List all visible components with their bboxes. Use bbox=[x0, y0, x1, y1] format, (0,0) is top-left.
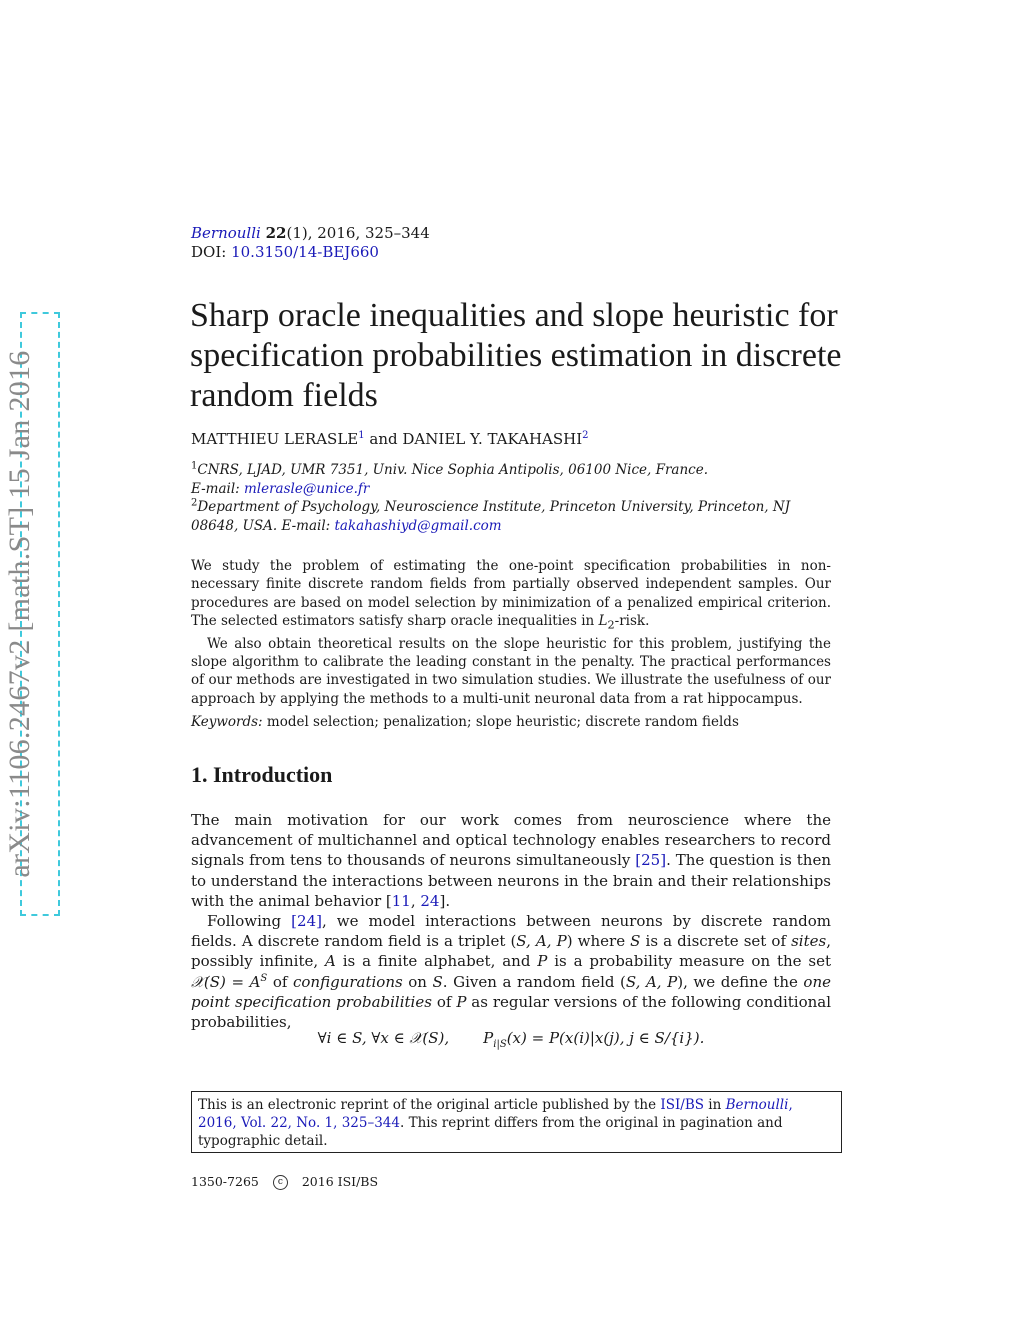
abstract bbox=[191, 557, 831, 708]
affiliation-2 bbox=[191, 498, 841, 535]
journal-citation bbox=[191, 224, 430, 243]
copyright-text: 2016 ISI/BS bbox=[301, 1174, 379, 1189]
intro-p2-m: as regular versions of the following conditional probabilities, bbox=[191, 992, 831, 1032]
abstract-math-sub: 2 bbox=[607, 618, 615, 632]
isi-bs-link[interactable]: ISI/BS bbox=[660, 1097, 704, 1113]
reprint-text-d: . This reprint differs from the original in pagination and typographic detail. bbox=[198, 1115, 783, 1149]
affiliation-1 bbox=[191, 461, 841, 498]
citation-25[interactable]: [25] bbox=[635, 851, 667, 870]
section-heading: 1. Introduction bbox=[191, 762, 333, 787]
math-p2: P bbox=[456, 992, 467, 1011]
citation-24[interactable]: 24 bbox=[420, 891, 440, 910]
paper-title: Sharp oracle inequalities and slope heuristic for specification probabilities estimation in discrete random fields bbox=[190, 297, 842, 414]
term-one-point-spec: one point specification probabilities bbox=[191, 972, 831, 1011]
authors-and: and bbox=[369, 430, 398, 448]
term-configurations: configurations bbox=[293, 972, 403, 991]
abstract-p1-end: -risk. bbox=[614, 612, 650, 629]
affiliation-2-text: Department of Psychology, Neuroscience Institute, Princeton University, Princeton, NJ 08648, USA. bbox=[191, 499, 791, 534]
intro-p2-l: of bbox=[431, 992, 457, 1011]
math-sap2: S, A, P bbox=[625, 972, 678, 991]
intro-p1-a: The main motivation for our work comes from neuroscience where the advancement of multichannel and optical technology enables researchers to record signals from tens to thousands of neurons simultaneously bbox=[191, 811, 831, 870]
author-2-affil-mark[interactable]: 2 bbox=[582, 430, 589, 441]
math-p: P bbox=[537, 952, 548, 971]
intro-p2-c: ) where bbox=[566, 932, 631, 951]
intro-p2-d: is a discrete set of bbox=[640, 932, 792, 951]
intro-p2-h: of bbox=[267, 972, 293, 991]
bernoulli-link[interactable]: Bernoulli bbox=[725, 1097, 789, 1113]
doi-line bbox=[191, 243, 430, 262]
author-1: MATTHIEU LERASLE bbox=[191, 430, 359, 448]
intro-p1-b: . The question is then to understand the interactions between neurons in the brain and their relationships with the animal behavior bbox=[191, 851, 831, 910]
abstract-math-l: L bbox=[598, 612, 608, 629]
cite-sep: , bbox=[410, 891, 421, 910]
equation-specification bbox=[191, 1029, 831, 1050]
math-s2: S bbox=[432, 972, 443, 991]
keywords bbox=[191, 714, 831, 730]
affiliation-2-email-label: E-mail: bbox=[281, 517, 331, 534]
journal-issue: (1), 2016, 325–344 bbox=[286, 224, 430, 242]
intro-paragraph-1 bbox=[191, 810, 831, 911]
volume-link[interactable]: , 2016, Vol. 22, No. 1, 325–344 bbox=[198, 1097, 793, 1131]
reprint-notice bbox=[191, 1091, 842, 1153]
affiliation-2-email[interactable]: takahashiyd@gmail.com bbox=[334, 517, 502, 534]
affiliations bbox=[191, 461, 841, 535]
keywords-text: model selection; penalization; slope heuristic; discrete random fields bbox=[266, 714, 739, 730]
affiliation-2-mark: 2 bbox=[191, 497, 198, 509]
intro-p1-c: . bbox=[445, 891, 451, 910]
abstract-p1-text: We study the problem of estimating the one-point specification probabilities in non-necessary finite discrete random fields from partially observed independent samples. Our procedures are based on model selection by minimization of a penalized empirical criterion. The selected estimators satisfy sharp oracle inequalities in bbox=[191, 558, 831, 629]
abstract-paragraph-2: We also obtain theoretical results on the slope heuristic for this problem, justifying the slope algorithm to calibrate the leading constant in the penalty. The practical performances of our methods are investigated in two simulation studies. We illustrate the usefulness of our approach by applying the methods to a multi-unit neuronal data from a rat hippocampus. bbox=[191, 635, 831, 707]
cite-bracket-open: [ bbox=[385, 891, 392, 910]
journal-volume: 22 bbox=[265, 224, 287, 242]
term-sites: sites bbox=[791, 932, 827, 951]
intro-p2-i: on bbox=[402, 972, 433, 991]
authors bbox=[191, 430, 589, 448]
copyright-line bbox=[191, 1174, 378, 1190]
keywords-label: Keywords: bbox=[191, 714, 263, 730]
affiliation-1-mark: 1 bbox=[191, 460, 198, 472]
intro-paragraph-2 bbox=[191, 911, 831, 1032]
arxiv-stamp: arXiv:1106.2467v2 [math.ST] 15 Jan 2016 bbox=[3, 350, 36, 878]
math-s: S bbox=[630, 932, 641, 951]
reprint-text-b: in bbox=[704, 1097, 726, 1113]
affiliation-1-text: CNRS, LJAD, UMR 7351, Univ. Nice Sophia Antipolis, 06100 Nice, France. bbox=[197, 462, 709, 478]
intro-p2-f: is a finite alphabet, and bbox=[335, 952, 538, 971]
equation-subscript: i|S bbox=[493, 1039, 507, 1050]
intro-p2-e: , possibly infinite, bbox=[191, 932, 831, 971]
math-xs: 𝒳(S) = A bbox=[191, 972, 261, 991]
intro-p2-b: , we model interactions between neurons by discrete random fields. A discrete random field is a triplet ( bbox=[191, 912, 831, 951]
journal-header bbox=[191, 224, 430, 262]
math-xs-sup: S bbox=[260, 972, 268, 984]
intro-p2-k: ), we define the bbox=[677, 972, 804, 991]
cite-bracket-close: ] bbox=[439, 891, 446, 910]
equation-p: P bbox=[483, 1029, 494, 1047]
doi-link[interactable]: 10.3150/14-BEJ660 bbox=[231, 243, 379, 261]
author-2: DANIEL Y. TAKAHASHI bbox=[402, 430, 583, 448]
intro-p2-j: . Given a random field ( bbox=[442, 972, 626, 991]
intro-body bbox=[191, 810, 831, 1032]
copyright-icon: c bbox=[273, 1175, 288, 1190]
math-sap: S, A, P bbox=[516, 932, 567, 951]
intro-p2-a: Following bbox=[207, 912, 292, 931]
citation-24b[interactable]: [24] bbox=[291, 912, 322, 931]
intro-p2-g: is a probability measure on the set bbox=[547, 952, 831, 971]
math-a: A bbox=[325, 952, 336, 971]
equation-rhs: (x) = P(x(i)|x(j), j ∈ S/{i}). bbox=[506, 1029, 705, 1047]
reprint-text-a: This is an electronic reprint of the original article published by the bbox=[198, 1097, 661, 1113]
issn: 1350-7265 bbox=[191, 1174, 259, 1189]
affiliation-1-email-label: E-mail: bbox=[191, 480, 240, 497]
abstract-paragraph-1 bbox=[191, 557, 831, 635]
equation-quantifier: ∀i ∈ S, ∀x ∈ 𝒳(S), bbox=[317, 1029, 450, 1047]
affiliation-1-email[interactable]: mlerasle@unice.fr bbox=[244, 480, 370, 497]
citation-11[interactable]: 11 bbox=[391, 891, 411, 910]
doi-label: DOI: bbox=[191, 243, 227, 261]
journal-name-link[interactable]: Bernoulli bbox=[191, 224, 261, 242]
author-1-affil-mark[interactable]: 1 bbox=[358, 430, 365, 441]
